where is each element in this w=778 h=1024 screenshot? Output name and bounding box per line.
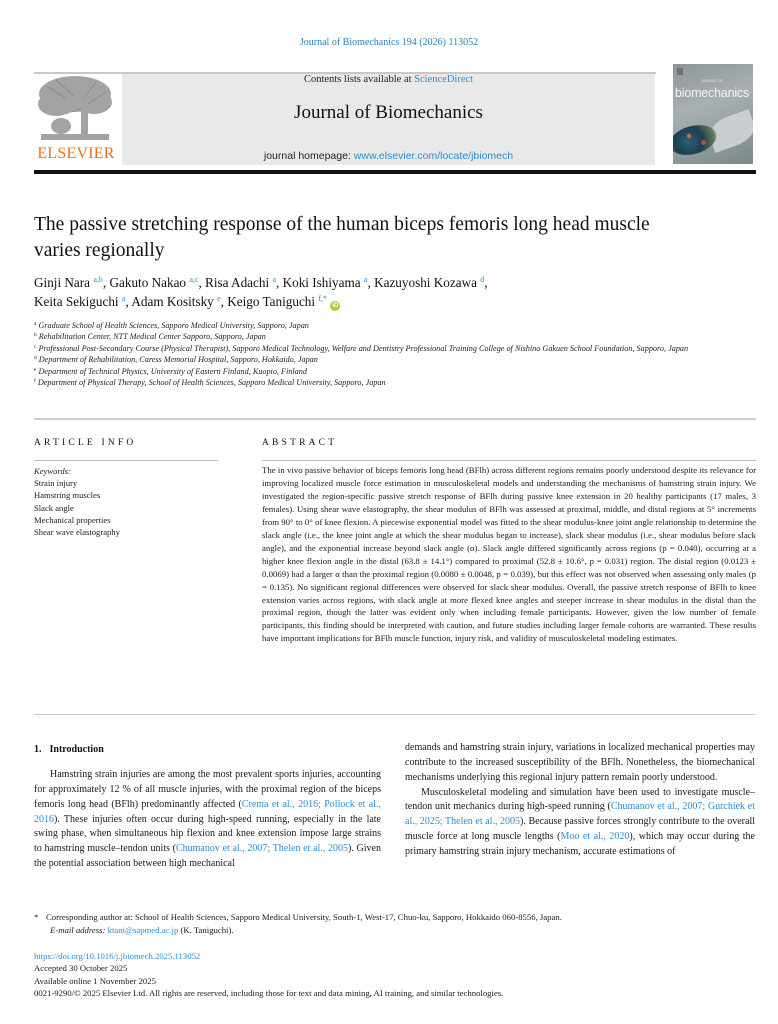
keyword: Shear wave elastography bbox=[34, 527, 120, 538]
journal-cover-image[interactable] bbox=[673, 64, 753, 164]
author[interactable]: Kazuyoshi Kozawa $^d$ bbox=[374, 275, 485, 290]
affiliation-marker[interactable]: e bbox=[217, 294, 221, 303]
article-info-heading: ARTICLE INFO bbox=[34, 438, 137, 448]
keywords-label: Keywords: bbox=[34, 466, 71, 476]
citation-link[interactable]: Crema et al., 2016; Pollock et al., 2016 bbox=[34, 798, 381, 825]
affiliation: $^c$ Professional Post-Secondary Course (Physical Therapist), Sapporo Medical Technology, Welfare and Dentistry Professional Training College of Nishino Gakuen School Foundation, Sapporo, Japan bbox=[34, 343, 689, 353]
citation-link[interactable]: Moo et al., 2020 bbox=[560, 831, 630, 843]
elsevier-tree-icon bbox=[36, 74, 114, 144]
affiliation: $^b$ Rehabilitation Center, NTT Medical Center Sapporo, Sapporo, Japan bbox=[34, 332, 266, 342]
author[interactable]: Keita Sekiguchi $^a$ bbox=[34, 294, 126, 309]
doi-link[interactable]: https://doi.org/10.1016/j.jbiomech.2025.113052 bbox=[34, 951, 201, 961]
sciencedirect-link[interactable]: ScienceDirect bbox=[414, 74, 474, 85]
author[interactable]: Keigo Taniguchi $^{f,*}$ bbox=[227, 294, 328, 309]
affiliation: $^d$ Department of Rehabilitation, Caress Memorial Hospital, Sapporo, Hokkaido, Japan bbox=[34, 355, 318, 365]
author[interactable]: Gakuto Nakao $^{a,c}$ bbox=[109, 275, 199, 290]
contents-line bbox=[122, 74, 655, 85]
cover-dot bbox=[701, 140, 706, 145]
section-rule bbox=[34, 418, 756, 420]
section-number: 1. bbox=[34, 744, 42, 755]
author[interactable]: Koki Ishiyama $^a$ bbox=[282, 275, 368, 290]
journal-homepage-link[interactable]: www.elsevier.com/locate/jbiomech bbox=[353, 150, 514, 162]
keyword: Strain injury bbox=[34, 478, 78, 489]
email-link[interactable]: ktani@sapmed.ac.jp bbox=[107, 925, 179, 936]
cover-kicker: JOURNAL OF bbox=[701, 79, 724, 83]
cover-publisher-mark bbox=[677, 68, 683, 75]
accepted-date: Accepted 30 October 2025 bbox=[34, 963, 128, 974]
elsevier-wordmark: ELSEVIER bbox=[37, 145, 115, 162]
elsevier-logo[interactable] bbox=[32, 72, 120, 165]
running-head[interactable]: Journal of Biomechanics 194 (2026) 113052 bbox=[299, 37, 479, 48]
paragraph: demands and hamstring strain injury, variations in localized mechanical properties may contribute to the increased susceptibility of the BFlh. Nonetheless, the biomechanical mechanisms underlying this regional injury pattern remain poorly understood. bbox=[405, 742, 755, 783]
affiliation: $^a$ Graduate School of Health Sciences, Sapporo Medical University, Sapporo, Japan bbox=[34, 321, 309, 330]
keyword: Slack angle bbox=[34, 502, 74, 513]
article-title: The passive stretching response of the human biceps femoris long head muscle varies regionally bbox=[34, 214, 650, 261]
introduction-heading bbox=[34, 744, 104, 755]
affiliation-marker[interactable]: d bbox=[480, 275, 485, 284]
citation-link[interactable]: Chumanov et al., 2007; Gurchiek et al., 2025; Thelen et al., 2005 bbox=[405, 801, 755, 828]
contents-prefix: Contents lists available at bbox=[303, 74, 415, 85]
online-date: Available online 1 November 2025 bbox=[34, 975, 156, 986]
cover-title: biomechanics bbox=[675, 86, 750, 100]
author[interactable]: Risa Adachi $^a$ bbox=[205, 275, 276, 290]
affiliation-marker[interactable]: a,b bbox=[93, 275, 103, 284]
cover-dot bbox=[687, 134, 691, 138]
corresponding-address: Corresponding author at: School of Health Sciences, Sapporo Medical University, South-1, West-17, Chuo-ku, Sapporo, Hokkaido 060-8556, Japan. bbox=[46, 912, 562, 922]
keyword: Mechanical properties bbox=[34, 514, 111, 525]
journal-name: Journal of Biomechanics bbox=[294, 102, 483, 123]
abstract-heading: ABSTRACT bbox=[262, 438, 338, 448]
author-list: Ginji Nara $^{a,b}$, Gakuto Nakao $^{a,c}$, Risa Adachi $^a$, Koki Ishiyama $^a$, Kazuyoshi Kozawa $^d$, Keita Sekiguchi $^a$, Adam Kositsky $^e$, Keigo Taniguchi $^{f,*}$ iD bbox=[34, 275, 488, 309]
abstract-bottom-rule bbox=[34, 714, 756, 715]
affiliation-marker[interactable]: a bbox=[272, 275, 276, 284]
body-column-left bbox=[34, 768, 381, 872]
corresponding-author-footnote bbox=[34, 911, 754, 938]
footnote-mark: * bbox=[34, 912, 39, 922]
email-suffix: (K. Taniguchi). bbox=[178, 925, 234, 936]
paragraph: Musculoskeletal modeling and simulation have been used to investigate muscle–tendon unit mechanics during high-speed running (Chumanov et al., 2007; Gurchiek et al., 2025; Thelen et al., 2005). Because passive forces strongly contribute to the overall muscle force at long muscle lengths (Moo et al., 2020), which may occur during the primary hamstring strain injury mechanism, accurate estimations of bbox=[405, 786, 755, 857]
affiliation-list bbox=[34, 320, 734, 388]
article-info-rule bbox=[34, 460, 218, 461]
orcid-icon[interactable]: iD bbox=[332, 303, 339, 309]
homepage-prefix: journal homepage: bbox=[263, 150, 354, 162]
affiliation: $^f$ Department of Physical Therapy, School of Health Sciences, Sapporo Medical University, Sapporo, Japan bbox=[34, 378, 386, 388]
section-title: Introduction bbox=[49, 744, 104, 755]
author[interactable]: Ginji Nara $^{a,b}$ bbox=[34, 275, 103, 290]
abstract-rule bbox=[262, 460, 756, 461]
publication-info bbox=[34, 950, 754, 1000]
citation-link[interactable]: Chumanov et al., 2007; Thelen et al., 2005 bbox=[175, 843, 349, 855]
paragraph: Hamstring strain injuries are among the most prevalent sports injuries, accounting for approximately 12 % of all muscle injuries, with the proximal region of the biceps femoris long head (BFlh) predominantly affected (Crema et al., 2016; Pollock et al., 2016). These injuries often occur during high-speed running, especially in the late swing phase, when simultaneous hip flexion and knee extension impose large strains to hamstring muscle–tendon units (Chumanov et al., 2007; Thelen et al., 2005). Given the potential association between high mechanical bbox=[34, 769, 381, 870]
body-column-right bbox=[405, 741, 755, 860]
title-rule bbox=[34, 170, 756, 174]
abstract-text: The in vivo passive behavior of biceps femoris long head (BFlh) across different regions remains poorly understood despite its relevance for improving localized muscle force estimation in musculoskeletal models and understanding the mechanisms of hamstring strain injury. We investigated the region-specific passive stretch response of BFlh during passive knee extension in 20 healthy participants (17 males, 3 females). Using shear wave elastography, the shear modulus of BFlh was assessed at proximal, middle, and distal regions at 5° increments from 90° to 0° of knee flexion. A piecewise exponential model was fitted to the shear modulus-knee joint angle relationship to determine the slack angle (i.e., the knee joint angle at which the shear modulus began to increase), slack shear modulus (i.e., shear modulus before slack angle), and the exponential increase beyond slack angle (α). Slack angle differed significantly across regions (p = 0.040), occurring at a higher knee flexion angle in the distal (63.8 ± 14.1°) compared to proximal (52.8 ± 10.6°, p = 0.031) region. The distal region (0.0123 ± 0.0069) had a larger α than the proximal region (0.0080 ± 0.0048, p = 0.039), but this effect was not observed when assessing only males (p = 0.135). No significant regional differences were observed for slack shear modulus. Overall, the passive stretch response of BFlh to knee extension varies across regions, with slack angle at more flexed knee angles and steeper increase in shear modulus in the distal than the proximal region, though the latter was evident only when including female participants. However, given the low number of female participants, this finding should be interpreted with caution, and future studies including larger female cohorts are warranted. These results have important implications for BFlh muscle function, injury risk, and validity of musculoskeletal modeling estimates. bbox=[262, 465, 756, 644]
affiliation-marker[interactable]: a bbox=[363, 275, 368, 284]
keywords-list bbox=[34, 465, 218, 538]
author[interactable]: Adam Kositsky $^e$ bbox=[131, 294, 221, 309]
affiliation: $^e$ Department of Technical Physics, University of Eastern Finland, Kuopio, Finland bbox=[34, 366, 307, 376]
affiliation-marker[interactable]: f,* bbox=[318, 294, 328, 303]
affiliation-marker[interactable]: a bbox=[121, 294, 126, 303]
email-label: E-mail address: bbox=[50, 925, 106, 936]
keyword: Hamstring muscles bbox=[34, 490, 101, 501]
homepage-line bbox=[122, 150, 655, 162]
copyright-notice: 0021-9290/© 2025 Elsevier Ltd. All rights are reserved, including those for text and data mining, AI training, and similar technologies. bbox=[34, 988, 504, 999]
affiliation-marker[interactable]: a,c bbox=[189, 275, 199, 284]
